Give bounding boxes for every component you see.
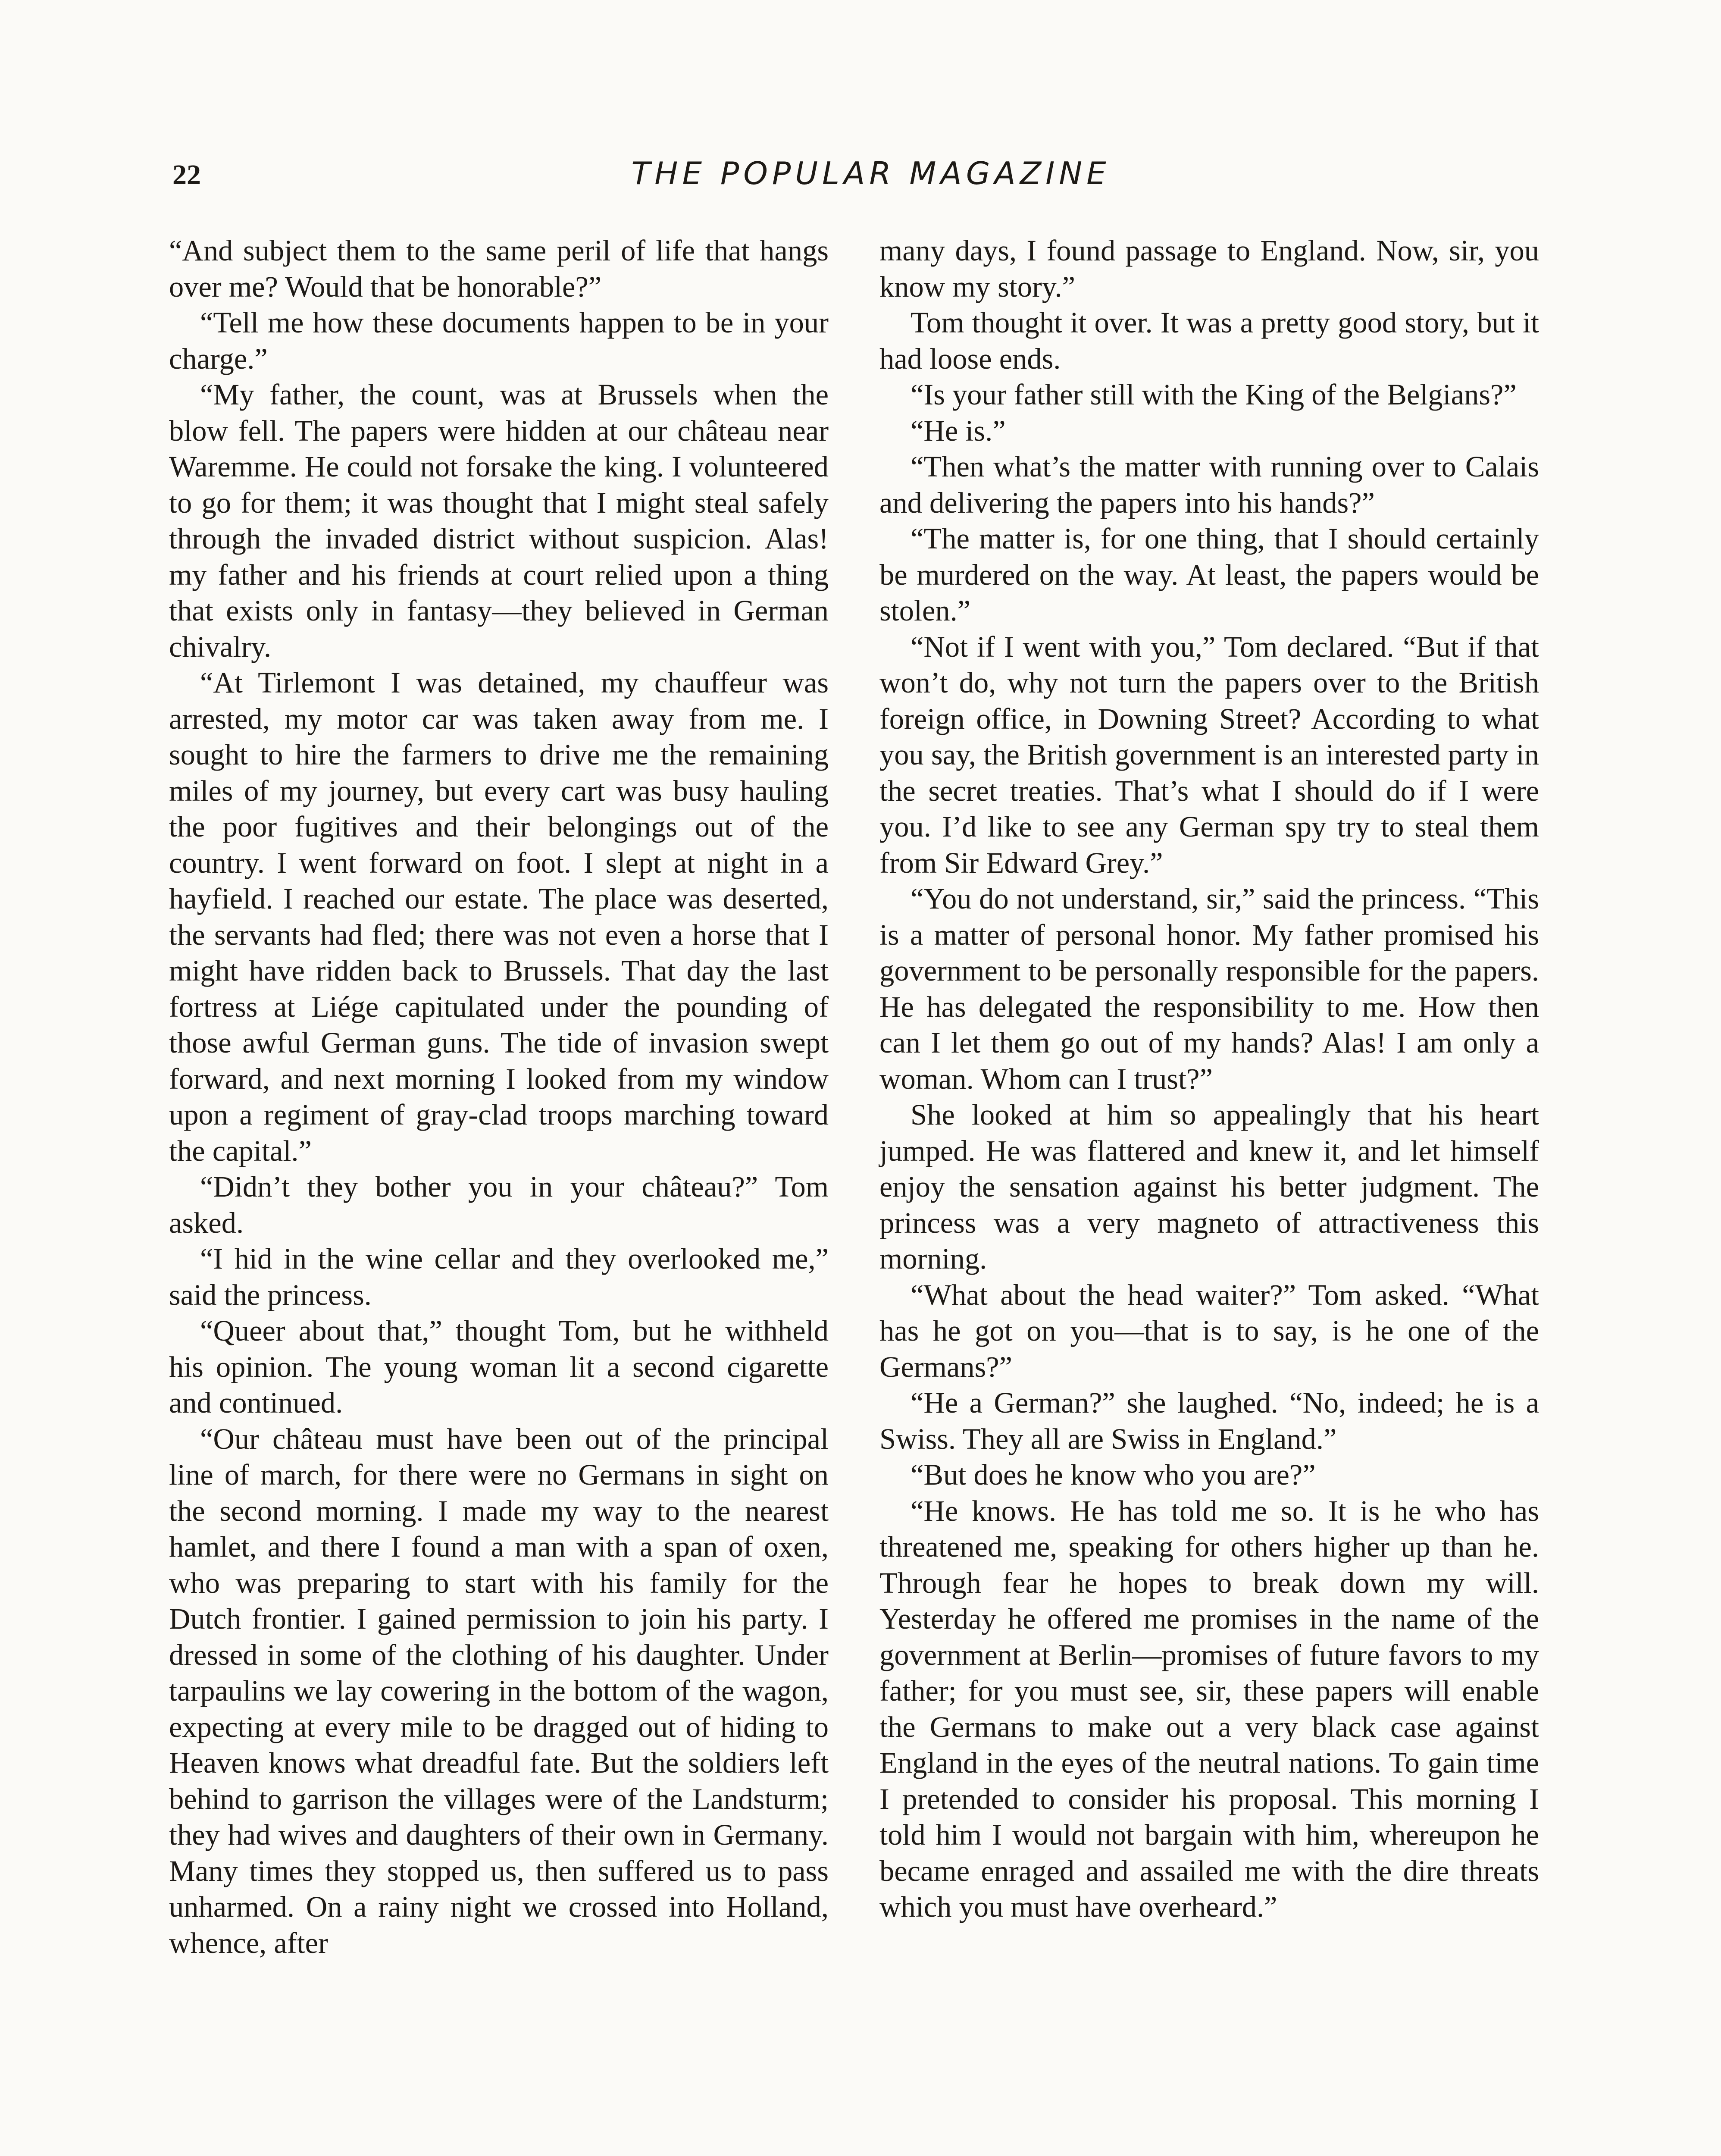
paragraph: Tom thought it over. It was a pretty good story, but it had loose ends.	[879, 306, 1539, 375]
paragraph: “You do not understand, sir,” said the princess. “This is a matter of personal honor. My father promised his government to be personally responsible for the papers. He has delegated the responsibility to me. How then can I let them go out of my hands? Alas! I am only a woman. Whom can I trust?”	[879, 882, 1539, 1095]
page-number: 22	[172, 159, 201, 191]
paragraph: “Didn’t they bother you in your château?” Tom asked.	[169, 1170, 829, 1239]
paragraph: She looked at him so appealingly that his heart jumped. He was flattered and knew it, and let himself enjoy the sensation against his better judgment. The princess was a very magneto of attractiveness this morning.	[879, 1098, 1539, 1275]
paragraph: “What about the head waiter?” Tom asked. “What has he got on you—that is to say, is he one of the Germans?”	[879, 1278, 1539, 1383]
paragraph: “Queer about that,” thought Tom, but he withheld his opinion. The young woman lit a second cigarette and continued.	[169, 1314, 829, 1419]
left-column	[169, 233, 829, 1961]
paragraph: “And subject them to the same peril of life that hangs over me? Would that be honorable?”	[169, 234, 829, 303]
paragraph: “Is your father still with the King of the Belgians?”	[911, 378, 1517, 411]
paragraph: “But does he know who you are?”	[911, 1458, 1316, 1491]
right-column	[879, 233, 1539, 1925]
paragraph: “My father, the count, was at Brussels when the blow fell. The papers were hidden at our château near Waremme. He could not forsake the king. I volunteered to go for them; it was thought that I might steal safely through the invaded district without suspicion. Alas! my father and his friends at court relied upon a thing that exists only in fantasy—they believed in German chivalry.	[169, 378, 829, 663]
paragraph: “He is.”	[911, 414, 1006, 447]
running-title: THE POPULAR MAGAZINE	[631, 155, 1111, 191]
paragraph: “Tell me how these documents happen to be in your charge.”	[169, 306, 829, 375]
paragraph: “The matter is, for one thing, that I should certainly be murdered on the way. At least, the papers would be stolen.”	[879, 522, 1539, 627]
paragraph: “At Tirlemont I was detained, my chauffeur was arrested, my motor car was taken away from me. I sought to hire the farmers to drive me the remaining miles of my journey, but every cart was busy hauling the poor fugitives and their belongings out of the country. I went forward on foot. I slept at night in a hayfield. I reached our estate. The place was deserted, the servants had fled; there was not even a horse that I might have ridden back to Brussels. That day the last fortress at Liége capitulated under the pounding of those awful German guns. The tide of invasion swept forward, and next morning I looked from my window upon a regiment of gray-clad troops marching toward the capital.”	[169, 666, 829, 1167]
page-header	[172, 155, 1569, 203]
paragraph: many days, I found passage to England. Now, sir, you know my story.”	[879, 234, 1539, 303]
paragraph: “I hid in the wine cellar and they overlooked me,” said the princess.	[169, 1242, 829, 1311]
paragraph: “Then what’s the matter with running over to Calais and delivering the papers into his hands?”	[879, 450, 1539, 519]
paragraph: “Our château must have been out of the principal line of march, for there were no Germans in sight on the second morning. I made my way to the nearest hamlet, and there I found a man with a span of oxen, who was preparing to start with his family for the Dutch frontier. I gained permission to join his party. I dressed in some of the clothing of his daughter. Under tarpaulins we lay cowering in the bottom of the wagon, expecting at every mile to be dragged out of hiding to Heaven knows what dreadful fate. But the soldiers left behind to garrison the villages were of the Landsturm; they had wives and daughters of their own in Germany. Many times they stopped us, then suffered us to pass unharmed. On a rainy night we crossed into Holland, whence, after	[169, 1422, 829, 1959]
paragraph: “He knows. He has told me so. It is he who has threatened me, speaking for others higher up than he. Through fear he hopes to break down my will. Yesterday he offered me promises in the name of the government at Berlin—promises of future favors to my father; for you must see, sir, these papers will enable the Germans to make out a very black case against England in the eyes of the neutral nations. To gain time I pretended to consider his proposal. This morning I told him I would not bargain with him, whereupon he became enraged and assailed me with the dire threats which you must have overheard.”	[879, 1494, 1539, 1923]
paragraph: “He a German?” she laughed. “No, indeed; he is a Swiss. They all are Swiss in England.”	[879, 1386, 1539, 1455]
paragraph: “Not if I went with you,” Tom declared. “But if that won’t do, why not turn the papers over to the British foreign office, in Downing Street? According to what you say, the British government is an interested party in the secret treaties. That’s what I should do if I were you. I’d like to see any German spy try to steal them from Sir Edward Grey.”	[879, 630, 1539, 879]
